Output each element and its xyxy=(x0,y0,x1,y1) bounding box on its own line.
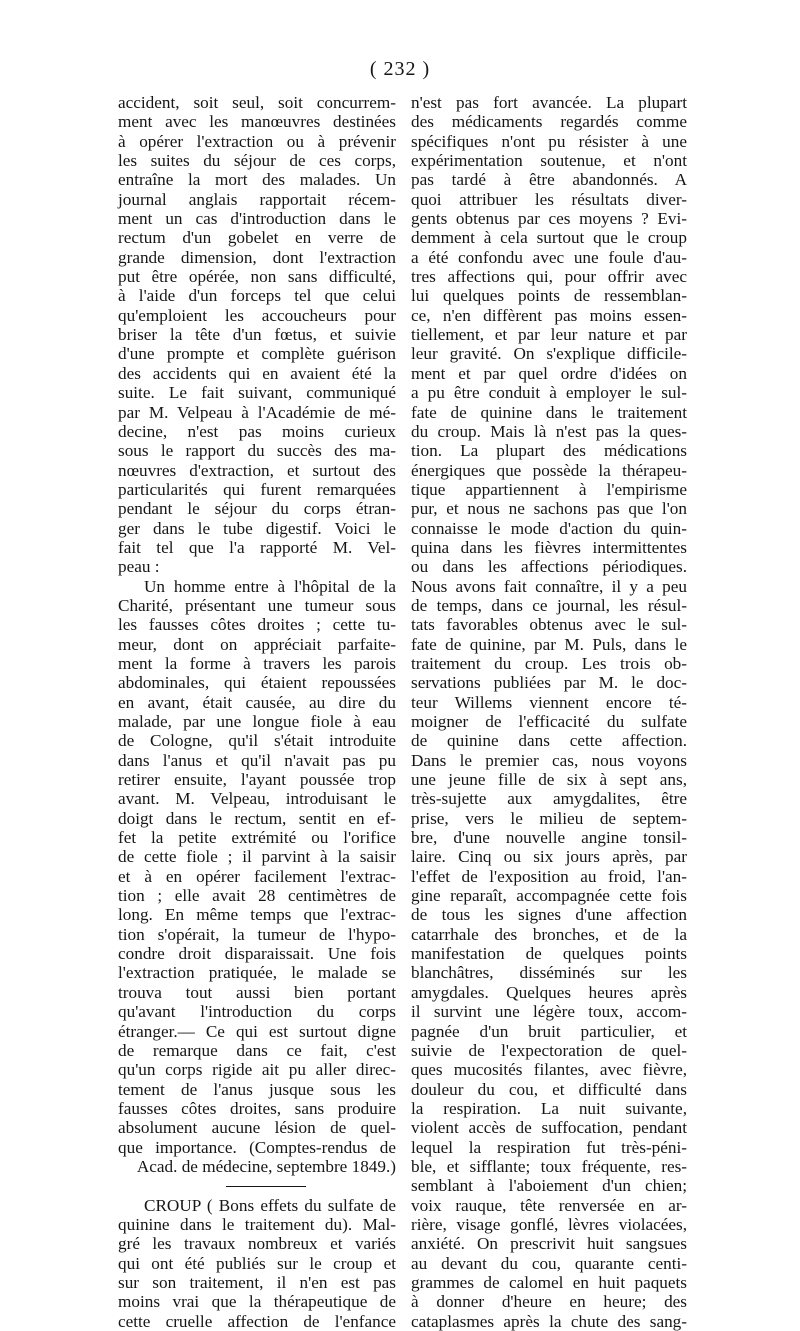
text-line: suite. Le fait suivant, communiqué xyxy=(118,383,396,403)
text-line: ment la forme à travers les parois xyxy=(118,653,396,673)
text-line: de quinine dans cette affection. xyxy=(411,731,687,751)
text-line: lui quelques points de ressemblan- xyxy=(411,286,687,306)
text-line: sous le rapport du succès des ma- xyxy=(118,441,396,461)
text-line: d'une prompte et complète guérison xyxy=(118,344,396,364)
text-line: Dans le premier cas, nous voyons xyxy=(411,750,687,770)
text-line: les suites du séjour de ces corps, xyxy=(118,151,396,171)
text-line: rectum d'un gobelet en verre de xyxy=(118,228,396,248)
text-line: quinine dans le traitement du). Mal- xyxy=(118,1214,396,1234)
text-line: long. En même temps que l'extrac- xyxy=(118,905,396,925)
text-line: à opérer l'extraction ou à prévenir xyxy=(118,131,396,151)
text-line: fet la petite extrémité ou l'orifice xyxy=(118,828,396,848)
text-line: servations publiées par M. le doc- xyxy=(411,673,687,693)
text-line: l'effet de l'exposition au froid, l'an- xyxy=(411,866,687,886)
text-line: quina dans les fièvres intermittentes xyxy=(411,537,687,557)
text-line: ment et par quel ordre d'idées on xyxy=(411,363,687,383)
text-line: retirer ensuite, l'ayant poussée trop xyxy=(118,770,396,790)
text-line: Charité, présentant une tumeur sous xyxy=(118,595,396,615)
text-line: étranger.— Ce qui est surtout digne xyxy=(118,1021,396,1041)
text-line: de Cologne, qu'il s'était introduite xyxy=(118,731,396,751)
text-line: rière, visage gonflé, lèvres violacées, xyxy=(411,1214,687,1234)
text-line: douleur du cou, et difficulté dans xyxy=(411,1079,687,1099)
text-line: ques mucosités filantes, avec fièvre, xyxy=(411,1060,687,1080)
text-line: pas tardé à être abandonnés. A xyxy=(411,170,687,190)
text-line: decine, n'est pas moins curieux xyxy=(118,421,396,441)
text-line: accident, soit seul, soit concurrem- xyxy=(118,93,396,112)
text-line: semblant à l'aboiement d'un chien; xyxy=(411,1176,687,1196)
text-line: CROUP ( Bons effets du sulfate de xyxy=(144,1195,396,1215)
text-line: du croup. Mais là n'est pas la ques- xyxy=(411,421,687,441)
text-line: énergiques que possède la thérapeu- xyxy=(411,460,687,480)
text-line: les fausses côtes droites ; cette tu- xyxy=(118,615,396,635)
text-line: de cette fiole ; il parvint à la saisir xyxy=(118,847,396,867)
text-line: ger dans le tube digestif. Voici le xyxy=(118,518,396,538)
text-line: connaisse le mode d'action du quin- xyxy=(411,518,687,538)
right-text-column xyxy=(411,93,687,1331)
text-line: des médicaments regardés comme xyxy=(411,112,687,132)
text-line: ce, n'en diffèrent pas moins essen- xyxy=(411,305,687,325)
text-line: qui ont été publiés sur le croup et xyxy=(118,1253,396,1273)
text-line: expérimentation soutenue, et n'ont xyxy=(411,151,687,171)
text-line: blanchâtres, disséminés sur les xyxy=(411,963,687,983)
text-line: gents obtenus par ces moyens ? Evi- xyxy=(411,209,687,229)
text-line: la respiration. La nuit suivante, xyxy=(411,1098,687,1118)
text-line: voix rauque, tête renversée en ar- xyxy=(411,1195,687,1215)
text-line: a été confondu avec une foule d'au- xyxy=(411,247,687,267)
text-line: en avant, était causée, au dire du xyxy=(118,692,396,712)
text-line: de remarque dans ce fait, c'est xyxy=(118,1040,396,1060)
text-line: anxiété. On prescrivit huit sangsues xyxy=(411,1234,687,1254)
text-line: sur son traitement, il n'en est pas xyxy=(118,1272,396,1292)
text-line: une jeune fille de six à sept ans, xyxy=(411,770,687,790)
section-divider xyxy=(118,1176,396,1195)
text-line: Nous avons fait connaître, il y a peu xyxy=(411,576,687,596)
text-line: tres affections qui, pour offrir avec xyxy=(411,267,687,287)
text-line: n'est pas fort avancée. La plupart xyxy=(411,93,687,112)
text-line: avant. M. Velpeau, introduisant le xyxy=(118,789,396,809)
text-line: a pu être conduit à employer le sul- xyxy=(411,383,687,403)
text-line: grande dimension, dont l'extraction xyxy=(118,247,396,267)
text-line: meur, dont on appréciait parfaite- xyxy=(118,634,396,654)
text-line: fate de quinine dans le traitement xyxy=(411,402,687,422)
text-line: bre, d'une nouvelle angine tonsil- xyxy=(411,828,687,848)
text-line: absolument aucune lésion de quel- xyxy=(118,1118,396,1138)
text-line: gine reparaît, accompagnée cette fois xyxy=(411,886,687,906)
text-line: de tous les signes d'une affection xyxy=(411,905,687,925)
text-line: journal anglais rapportait récem- xyxy=(118,189,396,209)
text-line: dans l'anus et qu'il n'avait pas pu xyxy=(118,750,396,770)
text-line: tique appartiennent à l'empirisme xyxy=(411,479,687,499)
text-line: à l'aide d'un forceps tel que celui xyxy=(118,286,396,306)
text-line: par M. Velpeau à l'Académie de mé- xyxy=(118,402,396,422)
text-line: abdominales, qui étaient repoussées xyxy=(118,673,396,693)
text-line: très-sujette aux amygdalites, être xyxy=(411,789,687,809)
text-line: grammes de calomel en huit paquets xyxy=(411,1272,687,1292)
text-line: put être opérée, non sans difficulté, xyxy=(118,267,396,287)
text-line: et à en opérer facilement l'extrac- xyxy=(118,866,396,886)
text-line: doigt dans le rectum, sentit en ef- xyxy=(118,808,396,828)
text-line: demment à cela surtout que le croup xyxy=(411,228,687,248)
text-line: fait tel que l'a rapporté M. Vel- xyxy=(118,537,396,557)
text-line: manifestation de quelques points xyxy=(411,944,687,964)
text-line: il survint une légère toux, accom- xyxy=(411,1002,687,1022)
text-line: tion. La plupart des médications xyxy=(411,441,687,461)
text-line: lequel la respiration fut très-péni- xyxy=(411,1137,687,1157)
text-line: peau : xyxy=(118,557,160,577)
text-line: l'extraction pratiquée, le malade se xyxy=(118,963,396,983)
text-line: prise, vers le milieu de septem- xyxy=(411,808,687,828)
text-line: qu'un corps rigide ait pu aller direc- xyxy=(118,1060,396,1080)
text-line: entraîne la mort des malades. Un xyxy=(118,170,396,190)
text-line: pendant le séjour du corps étran- xyxy=(118,499,396,519)
text-line: que importance. (Comptes-rendus de xyxy=(118,1137,396,1157)
text-line: ment avec les manœuvres destinées xyxy=(118,112,396,132)
text-line: des accidents qui en avaient été la xyxy=(118,363,396,383)
text-line: qu'emploient les accoucheurs pour xyxy=(118,305,396,325)
text-line: ble, et sifflante; toux fréquente, res- xyxy=(411,1156,687,1176)
text-line: fausses côtes droites, sans produire xyxy=(118,1098,396,1118)
text-line: pagnée d'un bruit particulier, et xyxy=(411,1021,687,1041)
text-line: Un homme entre à l'hôpital de la xyxy=(144,576,396,596)
text-line: leur gravité. On s'explique difficile- xyxy=(411,344,687,364)
text-line: malade, par une longue fiole à eau xyxy=(118,712,396,731)
text-line: au devant du cou, quarante centi- xyxy=(411,1253,687,1273)
text-line: spécifiques n'ont pu résister à une xyxy=(411,131,687,151)
text-line: laire. Cinq ou six jours après, par xyxy=(411,847,687,867)
text-line: tement de l'anus jusque sous les xyxy=(118,1079,396,1099)
text-line: gré les travaux nombreux et variés xyxy=(118,1234,396,1254)
text-line: qu'avant l'introduction du corps xyxy=(118,1002,396,1022)
text-line: ment un cas d'introduction dans le xyxy=(118,209,396,229)
text-line: à donner d'heure en heure; des xyxy=(411,1292,687,1312)
text-line: teur Willems viennent encore té- xyxy=(411,692,687,712)
text-line: tion ; elle avait 28 centimètres de xyxy=(118,886,396,906)
left-text-column xyxy=(118,93,396,1331)
text-line: de temps, dans ce journal, les résul- xyxy=(411,595,687,615)
text-line: moigner de l'efficacité du sulfate xyxy=(411,712,687,731)
page-number: ( 232 ) xyxy=(369,58,431,80)
text-line: catarrhale des bronches, et de la xyxy=(411,924,687,944)
text-line: briser la tête d'un fœtus, et suivie xyxy=(118,325,396,345)
text-line: quoi attribuer les résultats diver- xyxy=(411,189,687,209)
text-line: ou dans les affections périodiques. xyxy=(411,557,687,577)
text-line: pur, et nous ne sachons pas que l'on xyxy=(411,499,687,519)
text-line: suivie de l'expectoration de quel- xyxy=(411,1040,687,1060)
text-line: nœuvres d'extraction, et surtout des xyxy=(118,460,396,480)
text-line: traitement du croup. Les trois ob- xyxy=(411,653,687,673)
text-line: Acad. de médecine, septembre 1849.) xyxy=(136,1156,396,1176)
text-line: condre droit disparaissait. Une fois xyxy=(118,944,396,964)
text-line: particularités qui furent remarquées xyxy=(118,479,396,499)
text-line: tats favorables obtenus avec le sul- xyxy=(411,615,687,635)
text-line: moins vrai que la thérapeutique de xyxy=(118,1292,396,1312)
text-line: amygdales. Quelques heures après xyxy=(411,982,687,1002)
text-line: cataplasmes après la chute des sang- xyxy=(411,1311,687,1331)
text-line: fate de quinine, par M. Puls, dans le xyxy=(411,634,687,654)
text-line: violent accès de suffocation, pendant xyxy=(411,1118,687,1138)
text-line: trouva tout aussi bien portant xyxy=(118,982,396,1002)
text-line: tion s'opérait, la tumeur de l'hypo- xyxy=(118,924,396,944)
text-line: cette cruelle affection de l'enfance xyxy=(118,1311,396,1331)
text-line: tiellement, et par leur nature et par xyxy=(411,325,687,345)
